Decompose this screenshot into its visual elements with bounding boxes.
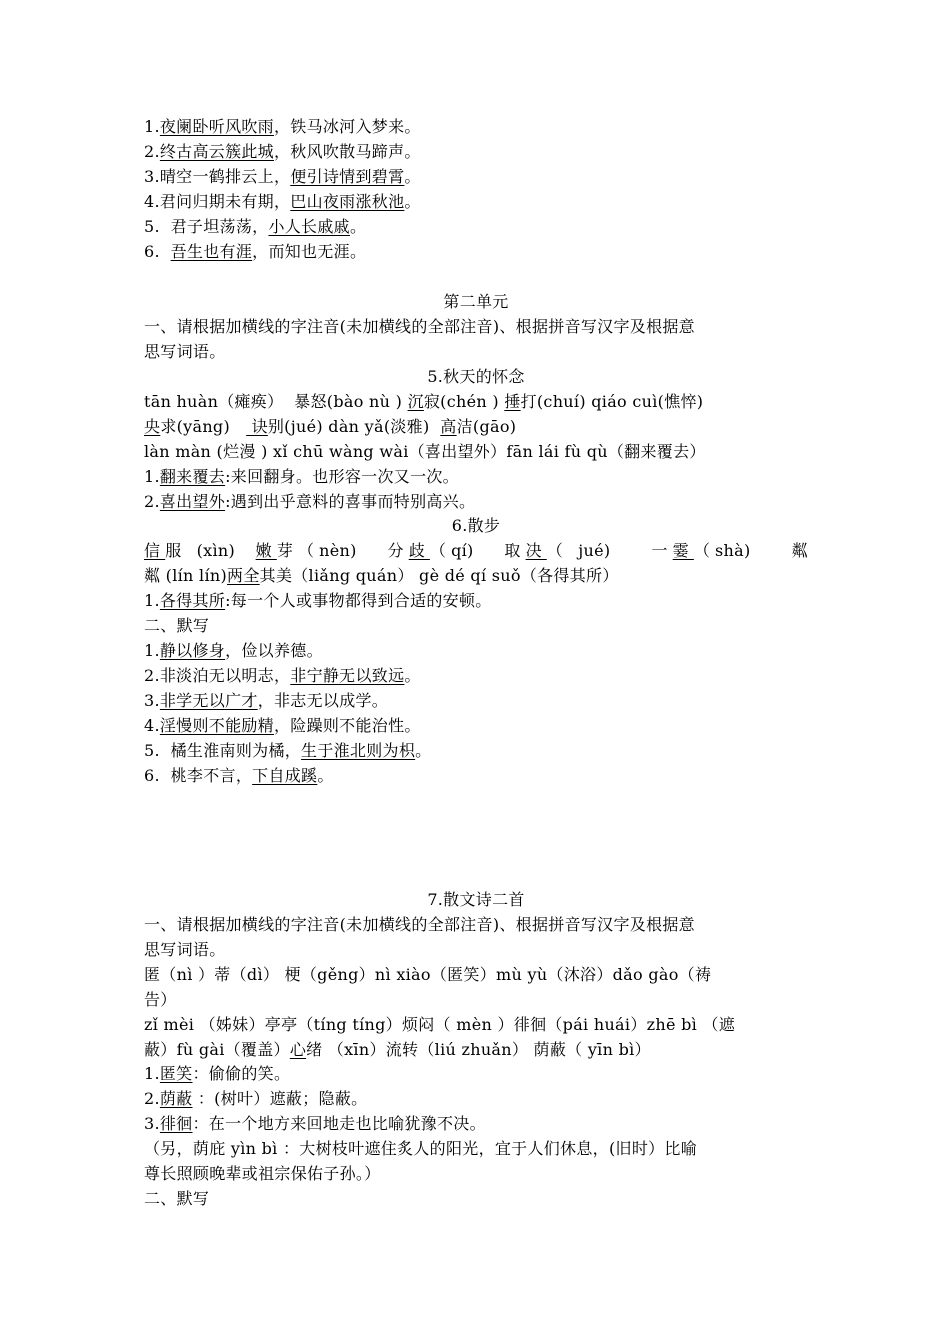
dictation-line-1: 1.静以修身，俭以养德。 [144, 641, 323, 660]
l7-definition-3: 3.徘徊：在一个地方来回地走也比喻犹豫不决。 [144, 1114, 486, 1133]
poem-line-6: 6. 吾生也有涯，而知也无涯。 [144, 242, 367, 261]
l5-definition-2: 2.喜出望外:遇到出乎意料的喜事而特别高兴。 [144, 492, 476, 511]
l7-pinyin-line-2: 告） [144, 990, 177, 1009]
poem-line-1: 1.夜阑卧听风吹雨，铁马冰河入梦来。 [144, 117, 421, 136]
instruction-line-2: 思写词语。 [144, 342, 226, 361]
l7-note-line-1: （另，荫庇 yìn bì ：大树枝叶遮住炙人的阳光，宜于人们休息，(旧时）比喻 [144, 1139, 698, 1158]
l7-pinyin-line-1: 匿（nì ）蒂（dì） 梗（gěng）nì xiào（匿笑）mù yù（沐浴）dǎo gào（祷 [144, 965, 712, 984]
l7-definition-1: 1.匿笑：偷偷的笑。 [144, 1064, 291, 1083]
l5-pinyin-line-3: làn màn (烂漫 ) xǐ chū wàng wài（喜出望外）fān lái fù qù（翻来覆去） [144, 442, 706, 461]
dictation-line-6: 6. 桃李不言，下自成蹊。 [144, 766, 334, 785]
l7-definition-2: 2.荫蔽 ：(树叶）遮蔽；隐蔽。 [144, 1089, 368, 1108]
dictation-line-2: 2.非淡泊无以明志，非宁静无以致远。 [144, 666, 421, 685]
l7-pinyin-line-3: zǐ mèi （姊妹）亭亭（tíng tíng）烦闷（ mèn ）徘徊（pái huái）zhē bì （遮 [144, 1015, 736, 1034]
l5-definition-1: 1.翻来覆去:来回翻身。也形容一次又一次。 [144, 467, 459, 486]
poem-line-5: 5. 君子坦荡荡，小人长戚戚。 [144, 217, 367, 236]
dictation-line-3: 3.非学无以广才，非志无以成学。 [144, 691, 389, 710]
l7-instruction-line-1: 一、请根据加横线的字注音(未加横线的全部注音)、根据拼音写汉字及根据意 [144, 915, 695, 934]
instruction-line-1: 一、请根据加横线的字注音(未加横线的全部注音)、根据拼音写汉字及根据意 [144, 317, 695, 336]
lesson-6-title: 6.散步 [451, 516, 501, 535]
poem-line-2: 2.终古高云簇此城，秋风吹散马蹄声。 [144, 142, 421, 161]
l7-pinyin-line-4: 蔽）fù gài（覆盖）心绪 （xīn）流转（liú zhuǎn） 荫蔽（ yīn bì） [144, 1040, 651, 1059]
l7-instruction-line-2: 思写词语。 [144, 940, 226, 959]
l6-pinyin-line-1: 信服 (xìn) 嫩芽（nèn) 分歧（qí) 取决（ jué) 一霎（shà) 粼 [144, 541, 808, 560]
dictation-heading: 二、默写 [144, 616, 210, 635]
l5-pinyin-line-2: 央求(yāng) 诀别(jué) dàn yǎ(淡雅) 高洁(gāo) [144, 417, 517, 436]
dictation-line-5: 5. 橘生淮南则为橘，生于淮北则为枳。 [144, 741, 432, 760]
poem-line-4: 4.君问归期未有期，巴山夜雨涨秋池。 [144, 192, 421, 211]
unit-title: 第二单元 [443, 292, 509, 311]
lesson-5-title: 5.秋天的怀念 [427, 367, 525, 386]
l5-pinyin-line-1: tān huàn（瘫痪） 暴怒(bào nù ) 沉寂(chén ) 捶打(chuí) qiáo cuì(憔悴) [144, 392, 704, 411]
l7-note-line-2: 尊长照顾晚辈或祖宗保佑子孙。） [144, 1164, 381, 1183]
poem-line-3: 3.晴空一鹤排云上，便引诗情到碧霄。 [144, 167, 421, 186]
dictation-line-4: 4.淫慢则不能励精，险躁则不能治性。 [144, 716, 421, 735]
lesson-7-title: 7.散文诗二首 [427, 890, 525, 909]
l6-pinyin-line-2: 粼 (lín lín)两全其美（liǎng quán） gè dé qí suǒ（各得其所） [144, 566, 619, 585]
l7-dictation-heading: 二、默写 [144, 1189, 210, 1208]
l6-definition-1: 1.各得其所:每一个人或事物都得到合适的安顿。 [144, 591, 492, 610]
